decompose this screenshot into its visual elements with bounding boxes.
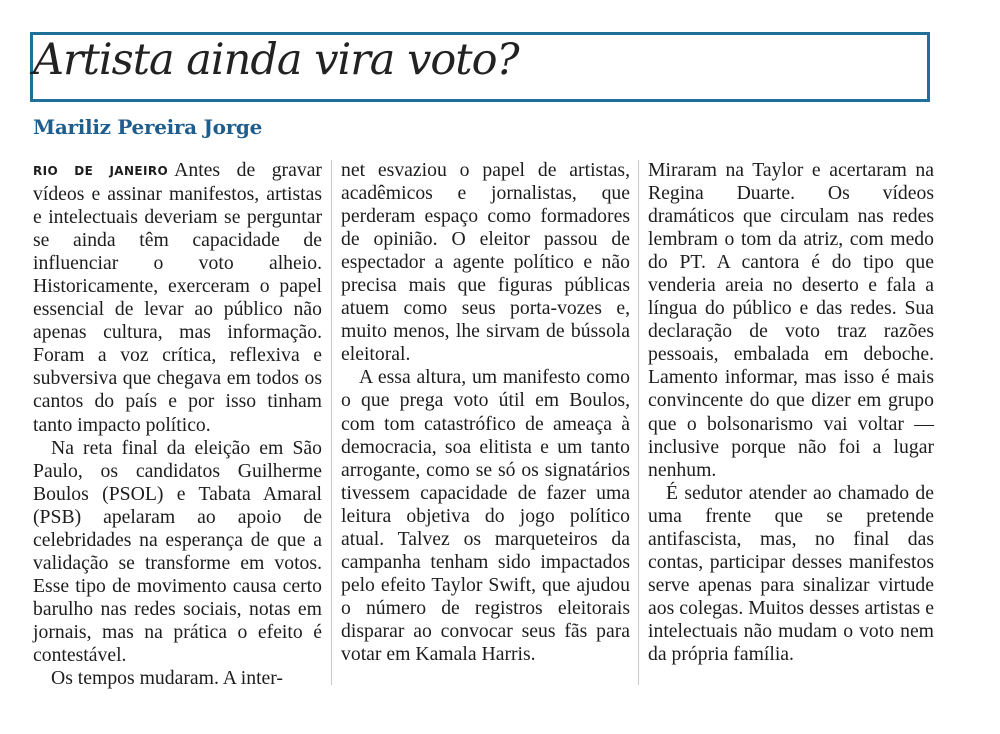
- article-column-2: [341, 159, 630, 666]
- article-column-1: [33, 159, 322, 690]
- paragraph-text: Antes de gravar vídeos e assinar manifestos, artistas e intelectuais deveriam se perguntar se ainda têm capacidade de influenciar o voto alheio. Historicamente, exerceram o papel essencial de levar ao público não apenas cultura, mas informação. Foram a voz crítica, reflexiva e subversiva que chegava em todos os cantos do país e por isso tinham tanto impacto político.: [33, 159, 322, 436]
- paragraph: Os tempos mudaram. A inter-: [51, 667, 283, 690]
- column-divider: [331, 160, 332, 685]
- article-column-3: [648, 159, 934, 666]
- byline: Mariliz Pereira Jorge: [33, 115, 263, 139]
- paragraph: Na reta final da eleição em São Paulo, os candidatos Guilherme Boulos (PSOL) e Tabata Amaral (PSB) apelaram ao apoio de celebridades na esperança de que a validação se transforme em votos. Esse tipo de movimento causa certo barulho nas redes sociais, notas em jornais, mas na prática o efeito é contestável.: [33, 436, 322, 666]
- paragraph: Miraram na Taylor e acertaram na Regina Duarte. Os vídeos dramáticos que circulam nas redes lembram o tom da atriz, com medo do PT. A cantora é do tipo que venderia areia no deserto e fala a língua do público e das redes. Sua declaração de voto traz razões pessoais, embalada em deboche. Lamento informar, mas isso é mais convincente do que dizer em grupo que o bolsonarismo vai voltar —inclusive porque não foi a lugar nenhum.: [648, 159, 934, 481]
- column-divider: [638, 160, 639, 685]
- headline: Artista ainda vira voto?: [33, 35, 519, 85]
- paragraph: A essa altura, um manifesto como o que prega voto útil em Boulos, com tom catastrófico de ameaça à democracia, soa elitista e um tanto arrogante, como se só os signatários tivessem capacidade de fazer uma leitura objetiva do jogo político atual. Talvez os marqueteiros da campanha tenham sido impactados pelo efeito Taylor Swift, que ajudou o número de registros eleitorais disparar ao convocar seus fãs para votar em Kamala Harris.: [341, 366, 630, 665]
- paragraph: net esvaziou o papel de artistas, acadêmicos e jornalistas, que perderam espaço como formadores de opinião. O eleitor passou de espectador a agente político e não precisa mais que figuras públicas atuem como seus porta-vozes e, muito menos, lhe sirvam de bússola eleitoral.: [341, 159, 630, 366]
- paragraph: [33, 159, 322, 437]
- paragraph: É sedutor atender ao chamado de uma frente que se pretende antifascista, mas, no final das contas, participar desses manifestos serve apenas para sinalizar virtude aos colegas. Muitos desses artistas e intelectuais não mudam o voto nem da própria família.: [648, 481, 934, 665]
- dateline: RIO DE JANEIRO: [33, 164, 169, 178]
